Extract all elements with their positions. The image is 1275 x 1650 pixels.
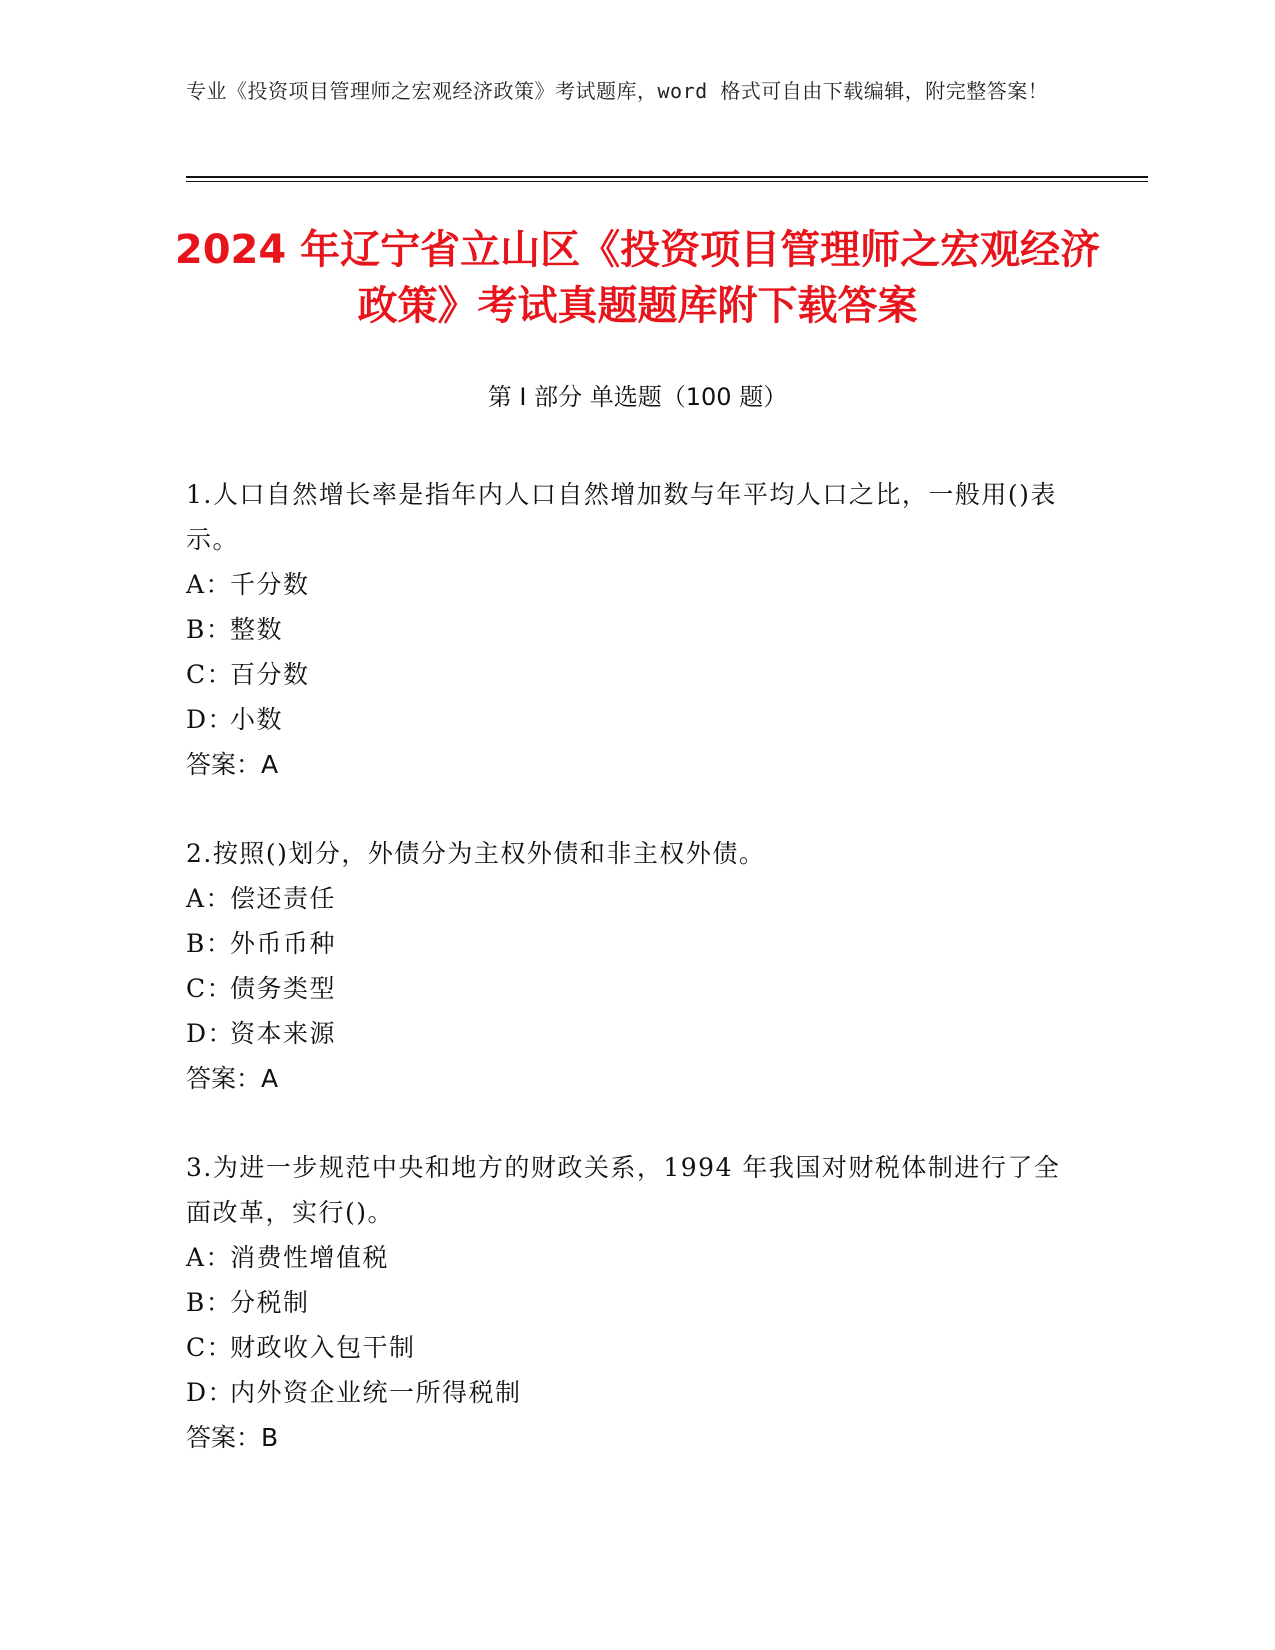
question-2 [186, 831, 1066, 1101]
option-key: A： [186, 570, 233, 599]
option-key: D： [186, 1378, 235, 1407]
option-b [186, 1280, 1066, 1325]
option-text: 外币币种 [230, 929, 337, 958]
option-text: 千分数 [230, 570, 310, 599]
document-title: 2024 年辽宁省立山区《投资项目管理师之宏观经济政策》考试真题题库附下载答案 [174, 227, 1101, 329]
option-a [186, 1235, 1066, 1280]
option-key: A： [186, 1243, 233, 1272]
answer-line: 答案：B [186, 1423, 279, 1452]
option-text: 资本来源 [230, 1019, 337, 1048]
question-3 [186, 1145, 1066, 1460]
option-text: 财政收入包干制 [230, 1333, 416, 1362]
question-stem: 3.为进一步规范中央和地方的财政关系，1994 年我国对财税体制进行了全面改革，实行()。 [186, 1153, 1061, 1227]
option-text: 偿还责任 [230, 884, 337, 913]
option-key: D： [186, 1019, 235, 1048]
option-c [186, 966, 1066, 1011]
option-d [186, 697, 1066, 742]
question-list [186, 472, 1066, 1504]
option-text: 消费性增值税 [230, 1243, 390, 1272]
option-key: B： [186, 1288, 233, 1317]
header-note: 专业《投资项目管理师之宏观经济政策》考试题库，word 格式可自由下载编辑，附完整答案！ [186, 79, 1049, 103]
option-key: C： [186, 974, 234, 1003]
option-text: 整数 [230, 615, 284, 644]
option-key: A： [186, 884, 233, 913]
option-b [186, 607, 1066, 652]
question-stem: 1.人口自然增长率是指年内人口自然增加数与年平均人口之比，一般用()表示。 [186, 480, 1057, 554]
option-key: C： [186, 660, 234, 689]
header-rule-thick [186, 176, 1148, 178]
option-key: B： [186, 615, 233, 644]
answer-line: 答案：A [186, 1064, 279, 1093]
section-heading: 第 I 部分 单选题（100 题） [487, 383, 788, 411]
option-text: 小数 [230, 705, 284, 734]
option-key: B： [186, 929, 233, 958]
option-d [186, 1011, 1066, 1056]
option-text: 内外资企业统一所得税制 [230, 1378, 522, 1407]
option-text: 百分数 [230, 660, 310, 689]
option-a [186, 562, 1066, 607]
option-key: D： [186, 705, 235, 734]
option-b [186, 921, 1066, 966]
option-c [186, 652, 1066, 697]
question-1 [186, 472, 1066, 787]
header-rule-thin [186, 181, 1148, 182]
option-c [186, 1325, 1066, 1370]
option-a [186, 876, 1066, 921]
option-d [186, 1370, 1066, 1415]
option-key: C： [186, 1333, 234, 1362]
option-text: 债务类型 [230, 974, 337, 1003]
answer-line: 答案：A [186, 750, 279, 779]
option-text: 分税制 [230, 1288, 310, 1317]
question-stem: 2.按照()划分，外债分为主权外债和非主权外债。 [186, 839, 766, 868]
